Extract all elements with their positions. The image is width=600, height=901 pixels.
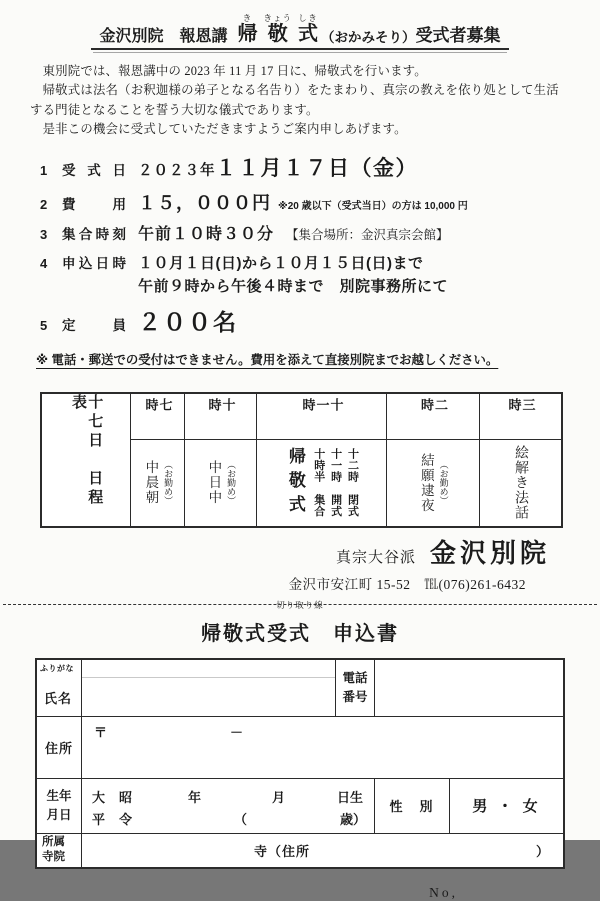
name-input-area bbox=[81, 660, 335, 716]
birth-input-area bbox=[81, 779, 374, 833]
schedule-header: 三時 bbox=[506, 397, 536, 419]
intro-paragraph-1: 東別院では、報恩講中の 2023 年 11 月 17 日に、帰敬式を行います。 bbox=[30, 64, 427, 78]
birth-label-line2: 月日 bbox=[46, 807, 72, 822]
meeting-place: 【集合場所：金沢真宗会館】 bbox=[286, 227, 449, 242]
item-number: 3 bbox=[40, 226, 48, 242]
title-prefix: 金沢別院 報恩講 bbox=[99, 28, 228, 45]
item-number: 5 bbox=[40, 317, 48, 333]
title-ruby-char-2: 敬きょう bbox=[263, 13, 293, 45]
ceremony-year: ２０２３年 bbox=[138, 162, 216, 179]
year-label: 年 bbox=[188, 789, 202, 805]
schedule-col-7h bbox=[130, 394, 184, 526]
application-period-dates: １０月１日(日)から１０月１５日(日)まで bbox=[138, 254, 424, 272]
address-label: 住所 bbox=[44, 740, 73, 756]
item-label: 定員 bbox=[62, 317, 126, 333]
list-item-fee bbox=[40, 189, 600, 215]
furigana-rule-line bbox=[82, 677, 335, 678]
phone-label-cell bbox=[335, 660, 374, 716]
title-paren: （おかみそり） bbox=[321, 30, 416, 45]
title-ruby-char-3: 式しき bbox=[298, 13, 318, 45]
postal-dash: － bbox=[230, 724, 244, 740]
item-number: 1 bbox=[40, 162, 48, 178]
title-suffix: 受式者募集 bbox=[415, 26, 501, 45]
temple-label-cell bbox=[37, 834, 81, 867]
era-heisei: 平 bbox=[92, 811, 106, 827]
temple-label-line1: 所属 bbox=[42, 835, 65, 848]
intro-paragraph-3: 是非この機会に受式していただきますようご案内申しあげます。 bbox=[30, 122, 407, 137]
temple-address: 金沢市安江町 15-52 ℡(076)261-6432 bbox=[288, 576, 526, 592]
schedule-col-3h bbox=[479, 394, 561, 526]
ceremony-date: １１月１７日（金） bbox=[215, 156, 418, 180]
schedule-day-label: 十七日 日程表 bbox=[70, 393, 103, 508]
serial-no-label: No, bbox=[429, 884, 458, 900]
item-number: 4 bbox=[40, 255, 48, 271]
birth-label-line1: 生年 bbox=[46, 789, 72, 804]
schedule-event-note: （お勤め） bbox=[226, 460, 237, 506]
furigana-label: ふりがな bbox=[40, 663, 74, 673]
address-label-cell bbox=[37, 717, 81, 778]
address-input-area bbox=[81, 717, 563, 778]
fee-discount-note: ※20 歳以下（受式当日）の方は 10,000 円 bbox=[278, 200, 468, 212]
schedule-subtime-close: 十二時 閉式 bbox=[346, 448, 359, 518]
schedule-col-10h bbox=[184, 394, 256, 526]
intro-text bbox=[30, 62, 570, 140]
list-item-ceremony-date bbox=[40, 152, 600, 182]
schedule-event: 中日中 bbox=[206, 460, 222, 506]
era-taisho: 大 bbox=[92, 789, 106, 805]
schedule-header: 十時 bbox=[206, 397, 236, 419]
list-item-application-period bbox=[40, 252, 600, 273]
temple-field-prefix: 寺（住所 bbox=[254, 843, 311, 859]
schedule-event-kikyoshiki: 帰敬式 bbox=[285, 446, 305, 519]
month-label: 月 bbox=[272, 789, 286, 805]
schedule-event: 中晨朝 bbox=[143, 460, 159, 506]
schedule-header: 十一時 bbox=[300, 397, 344, 419]
form-title: 帰敬式受式 申込書 bbox=[201, 622, 399, 645]
schedule-col-11h bbox=[256, 394, 386, 526]
form-row-temple bbox=[37, 833, 563, 867]
cut-line-label: 切り取り線 bbox=[276, 599, 324, 610]
phone-label-line1: 電話 bbox=[342, 670, 368, 685]
schedule-subtime-gather: 十時半 集合 bbox=[312, 448, 325, 518]
schedule-event-note: （お勤め） bbox=[163, 460, 174, 506]
cut-line bbox=[0, 598, 600, 612]
gender-options: 男 ・ 女 bbox=[472, 798, 541, 816]
temple-input-area bbox=[81, 834, 563, 867]
fee-amount: １５，０００円 bbox=[138, 192, 271, 213]
schedule-event: 結願逮夜 bbox=[418, 452, 434, 513]
list-item-capacity bbox=[40, 304, 600, 337]
phone-label-line2: 番号 bbox=[342, 689, 368, 704]
schedule-header: 二時 bbox=[419, 397, 449, 419]
title-ruby-char-1: 帰き bbox=[237, 13, 258, 45]
temple-label-line2: 寺院 bbox=[42, 851, 65, 864]
item-label: 集合時刻 bbox=[62, 226, 126, 242]
schedule-event: 絵解き法話 bbox=[513, 445, 529, 521]
name-label-cell bbox=[37, 660, 81, 716]
era-showa: 昭 bbox=[119, 789, 133, 805]
warning-note: ※ 電話・郵送での受付はできません。費用を添えて直接別院までお越しください。 bbox=[36, 352, 499, 367]
temple-name: 金沢別院 bbox=[429, 538, 550, 568]
intro-paragraph-2: 帰敬式は法名（お釈迦様の弟子となる名告り）をたまわり、真宗の教えを依り処として生活する門徒となることを誓う大切な儀式であります。 bbox=[30, 83, 559, 117]
phone-input-area bbox=[374, 660, 563, 716]
temple-field-close-paren: ） bbox=[535, 843, 549, 859]
age-label: 歳） bbox=[340, 811, 367, 827]
postal-mark: 〒 bbox=[94, 724, 108, 740]
schedule-subtime-open: 十一時 開式 bbox=[329, 448, 342, 518]
schedule-day-cell bbox=[42, 394, 130, 526]
era-reiwa: 令 bbox=[119, 811, 133, 827]
meeting-time: 午前１０時３０分 bbox=[138, 225, 275, 243]
list-item-meeting-time bbox=[40, 221, 600, 244]
schedule-header: 七時 bbox=[143, 397, 173, 419]
form-row-birth-gender bbox=[37, 778, 563, 833]
gender-label-cell bbox=[374, 779, 449, 833]
form-row-name-phone bbox=[37, 660, 563, 716]
application-period-hours: 午前９時から午後４時まで 別院事務所にて bbox=[138, 277, 449, 295]
name-label: 氏名 bbox=[44, 690, 73, 706]
form-row-address bbox=[37, 716, 563, 778]
day-label: 日生 bbox=[337, 789, 364, 805]
detail-list bbox=[40, 152, 600, 337]
age-open-paren: （ bbox=[234, 811, 248, 827]
capacity-value: ２００名 bbox=[138, 308, 238, 335]
item-label: 費用 bbox=[62, 196, 126, 212]
schedule-col-2h bbox=[386, 394, 479, 526]
birth-label-cell bbox=[37, 779, 81, 833]
page-title bbox=[0, 0, 600, 50]
sect-name: 真宗大谷派 bbox=[335, 549, 416, 566]
gender-label: 性 別 bbox=[389, 799, 435, 815]
gender-value-cell bbox=[449, 779, 563, 833]
item-label: 申込日時 bbox=[62, 255, 126, 271]
item-number: 2 bbox=[40, 196, 48, 212]
application-form-table bbox=[35, 658, 565, 869]
schedule-table bbox=[40, 392, 563, 528]
temple-signature bbox=[0, 533, 600, 570]
schedule-event-note: （お勤め） bbox=[438, 460, 449, 506]
item-label: 受式日 bbox=[62, 162, 126, 178]
